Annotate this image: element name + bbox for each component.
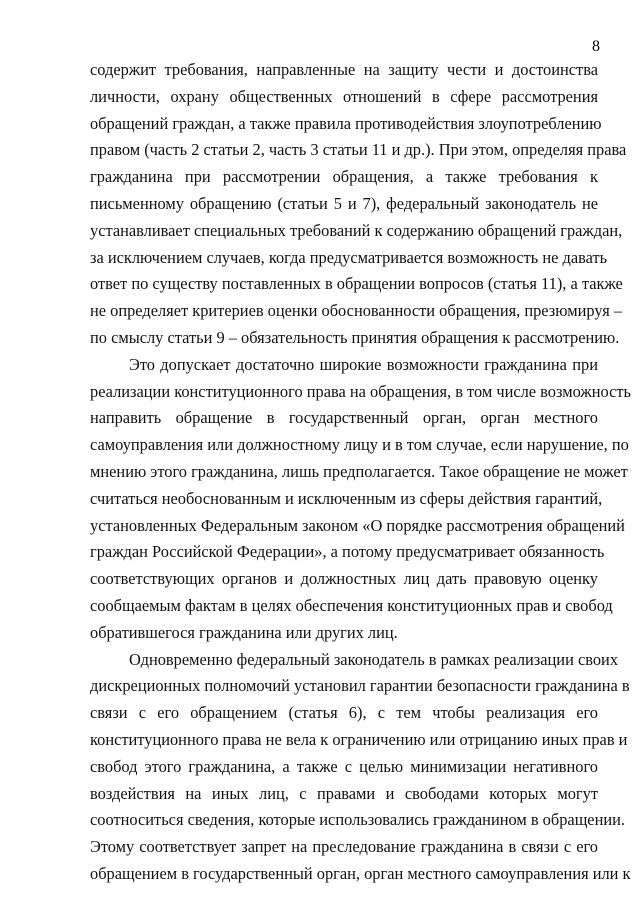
paragraph [90, 647, 631, 888]
page-number: 8 [592, 38, 600, 55]
text-line: обращением в государственный орган, орган местного самоуправления или к [90, 863, 631, 883]
text-line: ответ по существу поставленных в обращении вопросов (статья 11), а также [90, 274, 623, 294]
text-line: соотноситься сведения, которые использовались гражданином в обращении. [90, 810, 625, 830]
text-line: по смыслу статьи 9 – обязательность принятия обращения к рассмотрению. [90, 327, 620, 347]
paragraph [90, 57, 627, 352]
text-line: Одновременно федеральный законодатель в рамках реализации своих [129, 649, 619, 669]
text-line: считаться необоснованным и исключенным из сферы действия гарантий, [90, 488, 603, 508]
text-line: дискреционных полномочий установил гарантии безопасности гражданина в [90, 676, 630, 696]
text-line: устанавливает специальных требований к содержанию обращений граждан, [90, 220, 623, 240]
text-line: граждан Российской Федерации», а потому предусматривает обязанность [90, 542, 605, 562]
text-line: гражданина при рассмотрении обращения, а также требования к [90, 167, 598, 187]
text-line: воздействия на иных лиц, с правами и свободами которых могут [90, 783, 598, 803]
text-line: содержит требования, направленные на защиту чести и достоинства [90, 60, 598, 79]
text-line: за исключением случаев, когда предусматривается возможность не давать [90, 247, 608, 267]
text-line: соответствующих органов и должностных лиц дать правовую оценку [90, 569, 598, 589]
text-line: связи с его обращением (статья 6), с тем чтобы реализация его [90, 703, 598, 723]
text-line: реализации конституционного права на обращения, в том числе возможность [90, 381, 632, 401]
text-line: обращений граждан, а также правила противодействия злоупотреблению [90, 113, 602, 133]
text-line: личности, охрану общественных отношений в сфере рассмотрения [90, 86, 598, 106]
text-line: не определяет критериев оценки обоснованности обращения, презюмируя – [90, 301, 623, 321]
paragraph [90, 352, 632, 647]
text-line: свобод этого гражданина, а также с целью минимизации негативного [90, 756, 598, 776]
text-line: установленных Федеральным законом «О порядке рассмотрения обращений [90, 515, 625, 535]
text-line: самоуправления или должностному лицу и в том случае, если нарушение, по [90, 435, 629, 455]
text-line: Это допускает достаточно широкие возможности гражданина при [129, 354, 598, 374]
text-line: письменному обращению (статьи 5 и 7), федеральный законодатель не [90, 193, 598, 213]
text-line: Этому соответствует запрет на преследование гражданина в связи с его [90, 837, 598, 857]
text-line: правом (часть 2 статьи 2, часть 3 статьи 11 и др.). При этом, определяя права [90, 140, 627, 160]
text-line: направить обращение в государственный орган, орган местного [90, 408, 598, 428]
text-line: конституционного права не вела к ограничению или отрицанию иных прав и [90, 729, 628, 749]
text-line: обратившегося гражданина или других лиц. [90, 622, 398, 642]
text-line: сообщаемым фактам в целях обеспечения конституционных прав и свобод [90, 595, 613, 615]
text-line: мнению этого гражданина, лишь предполагается. Такое обращение не может [90, 461, 628, 481]
document-body [90, 57, 632, 888]
